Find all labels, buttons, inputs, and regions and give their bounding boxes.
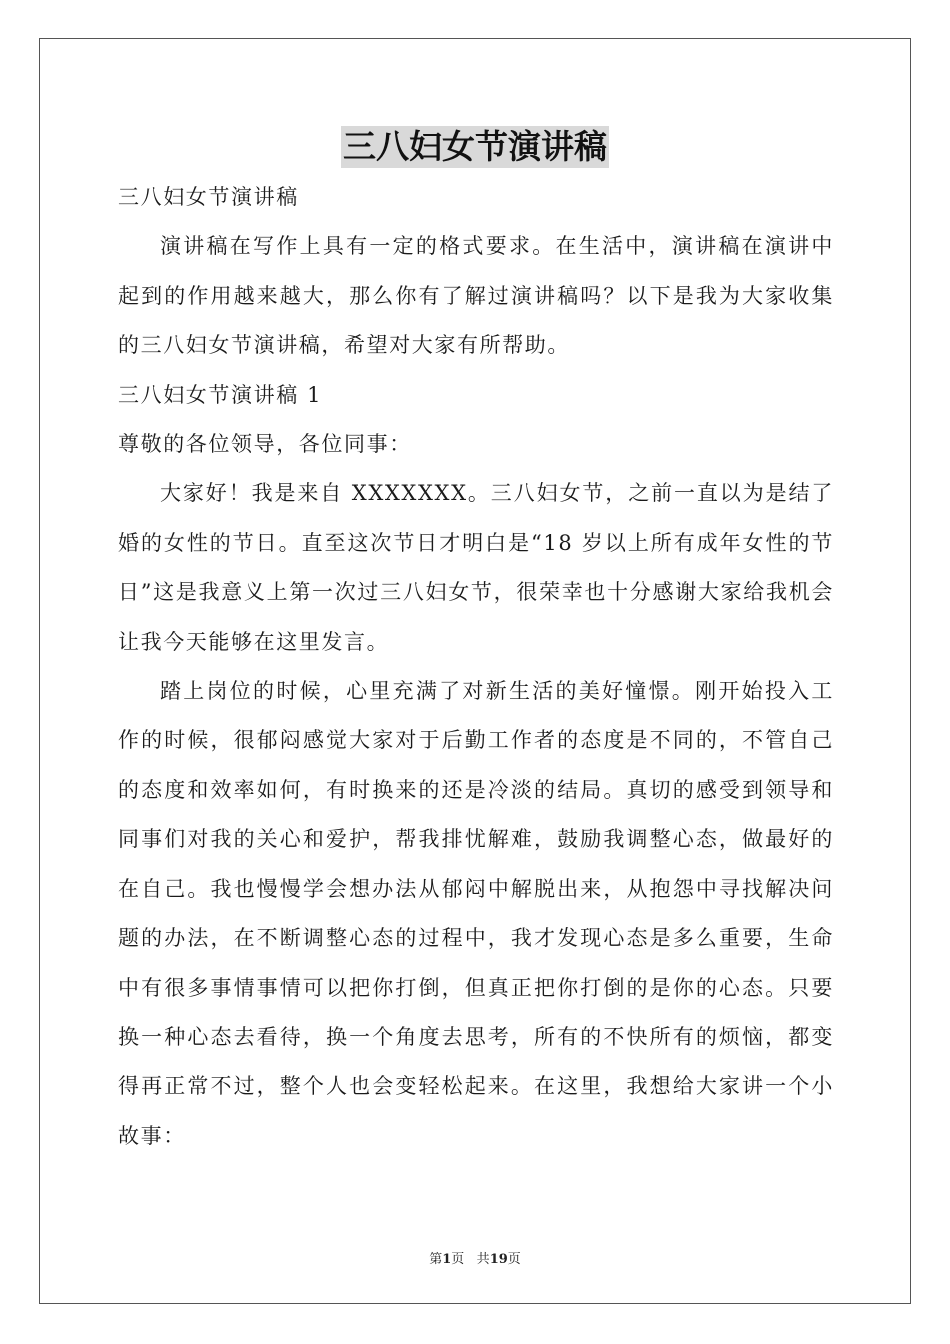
paragraph: 踏上岗位的时候，心里充满了对新生活的美好憧憬。刚开始投入工作的时候，很郁闷感觉大家对于后勤工作者的态度是不同的，不管自己的态度和效率如何，有时换来的还是冷淡的结局。真切的感受到领导和同事们对我的关心和爱护，帮我排忧解难，鼓励我调整心态，做最好的在自己。我也慢慢学会想办法从郁闷中解脱出来，从抱怨中寻找解决问题的办法，在不断调整心态的过程中，我才发现心态是多么重要，生命中有很多事情事情可以把你打倒，但真正把你打倒的是你的心态。只要换一种心态去看待，换一个角度去思考，所有的不快所有的烦恼，都变得再正常不过，整个人也会变轻松起来。在这里，我想给大家讲一个小故事：: [118, 679, 834, 1148]
page-suffix: 页: [451, 1252, 465, 1267]
document-title: 三八妇女节演讲稿: [343, 127, 607, 166]
title-container: [0, 126, 950, 168]
paragraph: 大家好！我是来自 XXXXXXX。三八妇女节，之前一直以为是结了婚的女性的节日。直至这次节日才明白是“18 岁以上所有成年女性的节日”这是我意义上第一次过三八妇女节，很荣幸也十分感谢大家给我机会让我今天能够在这里发言。: [118, 481, 834, 654]
paragraph: 尊敬的各位领导，各位同事：: [118, 432, 412, 457]
paragraph: 三八妇女节演讲稿 1: [118, 382, 323, 407]
total-prefix: 共: [476, 1252, 490, 1267]
page-prefix: 第: [429, 1252, 443, 1267]
page-footer: [0, 1248, 950, 1267]
total-page-count: 19: [489, 1252, 508, 1267]
total-suffix: 页: [507, 1252, 521, 1267]
document-body: [118, 173, 834, 1161]
paragraph: 三八妇女节演讲稿: [118, 185, 299, 209]
paragraph: 演讲稿在写作上具有一定的格式要求。在生活中，演讲稿在演讲中起到的作用越来越大，那么你有了解过演讲稿吗？以下是我为大家收集的三八妇女节演讲稿，希望对大家有所帮助。: [118, 234, 834, 358]
current-page-number: 1: [442, 1252, 452, 1267]
